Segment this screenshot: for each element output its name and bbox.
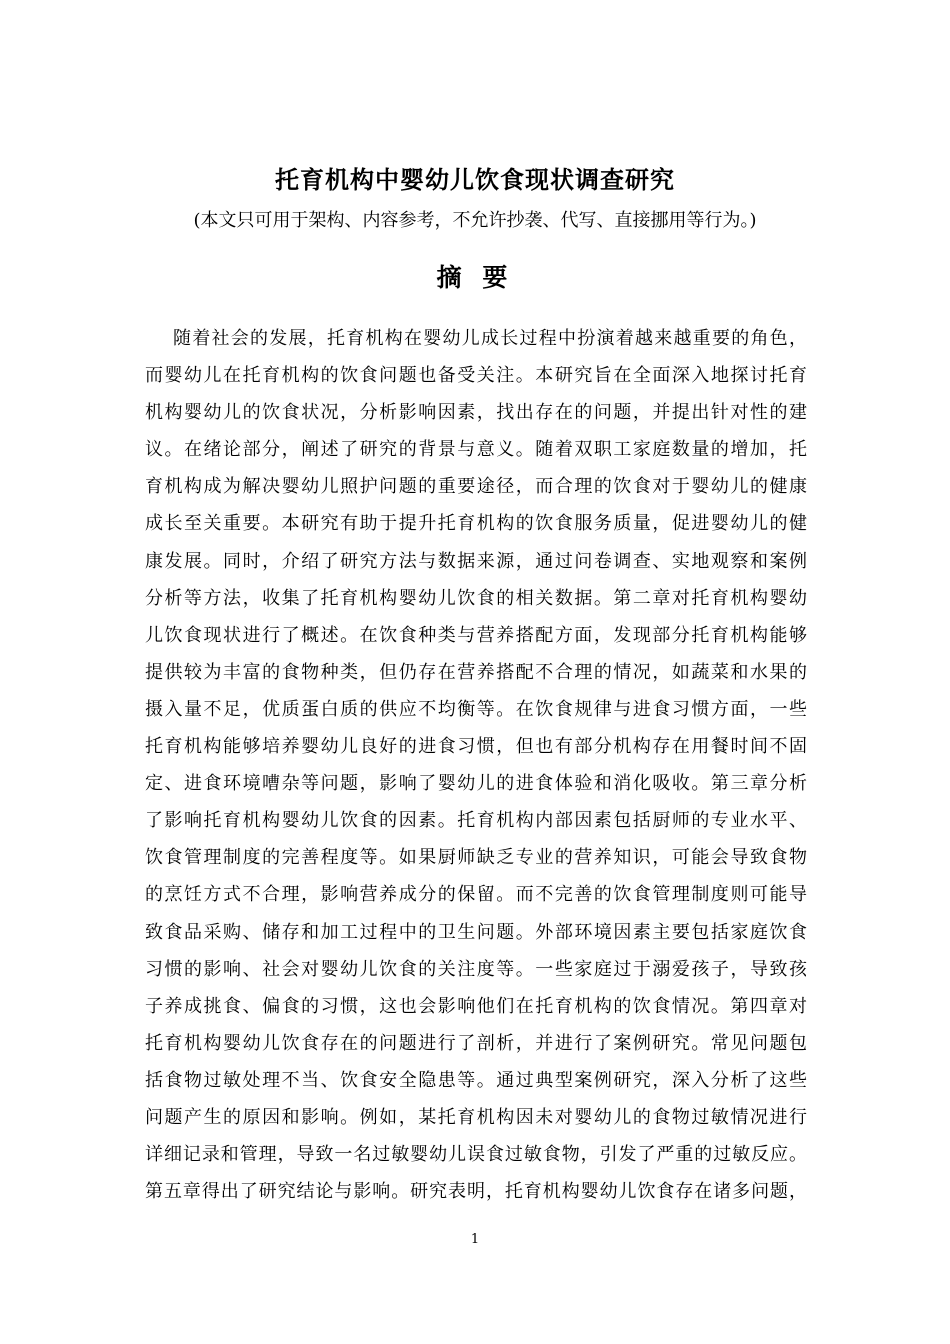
abstract-line: 第五章得出了研究结论与影响。研究表明，托育机构婴幼儿饮食存在诸多问题， bbox=[145, 1181, 807, 1203]
abstract-line: 提供较为丰富的食物种类，但仍存在营养搭配不合理的情况，如蔬菜和水果的 bbox=[145, 661, 807, 683]
abstract-line: 议。在绪论部分，阐述了研究的背景与意义。随着双职工家庭数量的增加，托 bbox=[145, 439, 807, 461]
abstract-line: 了影响托育机构婴幼儿饮食的因素。托育机构内部因素包括厨师的专业水平、 bbox=[145, 810, 807, 832]
abstract-line: 括食物过敏处理不当、饮食安全隐患等。通过典型案例研究，深入分析了这些 bbox=[145, 1069, 807, 1091]
abstract-line: 托育机构能够培养婴幼儿良好的进食习惯，但也有部分机构存在用餐时间不固 bbox=[145, 736, 807, 758]
abstract-line: 致食品采购、储存和加工过程中的卫生问题。外部环境因素主要包括家庭饮食 bbox=[145, 921, 807, 943]
document-title: 托育机构中婴幼儿饮食现状调查研究 bbox=[275, 166, 675, 194]
page-number: 1 bbox=[470, 1232, 480, 1247]
abstract-line: 摄入量不足，优质蛋白质的供应不均衡等。在饮食规律与进食习惯方面，一些 bbox=[145, 698, 807, 720]
abstract-line: 详细记录和管理，导致一名过敏婴幼儿误食过敏食物，引发了严重的过敏反应。 bbox=[145, 1144, 807, 1166]
abstract-line: 问题产生的原因和影响。例如，某托育机构因未对婴幼儿的食物过敏情况进行 bbox=[145, 1106, 807, 1128]
abstract-line: 习惯的影响、社会对婴幼儿饮食的关注度等。一些家庭过于溺爱孩子，导致孩 bbox=[145, 958, 807, 980]
abstract-line: 定、进食环境嘈杂等问题，影响了婴幼儿的进食体验和消化吸收。第三章分析 bbox=[145, 773, 807, 795]
abstract-line: 饮食管理制度的完善程度等。如果厨师缺乏专业的营养知识，可能会导致食物 bbox=[145, 847, 807, 869]
abstract-line: 成长至关重要。本研究有助于提升托育机构的饮食服务质量，促进婴幼儿的健 bbox=[145, 513, 807, 535]
abstract-line: 托育机构婴幼儿饮食存在的问题进行了剖析，并进行了案例研究。常见问题包 bbox=[145, 1032, 807, 1054]
abstract-heading: 摘 要 bbox=[436, 263, 514, 292]
abstract-line: 康发展。同时，介绍了研究方法与数据来源，通过问卷调查、实地观察和案例 bbox=[145, 550, 807, 572]
abstract-body bbox=[145, 320, 807, 1220]
abstract-line: 而婴幼儿在托育机构的饮食问题也备受关注。本研究旨在全面深入地探讨托育 bbox=[145, 365, 807, 387]
disclaimer-note: (本文只可用于架构、内容参考，不允许抄袭、代写、直接挪用等行为。) bbox=[193, 210, 757, 231]
abstract-line: 育机构成为解决婴幼儿照护问题的重要途径，而合理的饮食对于婴幼儿的健康 bbox=[145, 476, 807, 498]
abstract-line: 儿饮食现状进行了概述。在饮食种类与营养搭配方面，发现部分托育机构能够 bbox=[145, 624, 807, 646]
abstract-line: 的烹饪方式不合理，影响营养成分的保留。而不完善的饮食管理制度则可能导 bbox=[145, 884, 807, 906]
abstract-line: 随着社会的发展，托育机构在婴幼儿成长过程中扮演着越来越重要的角色， bbox=[173, 328, 807, 349]
abstract-line: 分析等方法，收集了托育机构婴幼儿饮食的相关数据。第二章对托育机构婴幼 bbox=[145, 587, 807, 609]
abstract-line: 机构婴幼儿的饮食状况，分析影响因素，找出存在的问题，并提出针对性的建 bbox=[145, 402, 807, 424]
abstract-line: 子养成挑食、偏食的习惯，这也会影响他们在托育机构的饮食情况。第四章对 bbox=[145, 995, 807, 1017]
